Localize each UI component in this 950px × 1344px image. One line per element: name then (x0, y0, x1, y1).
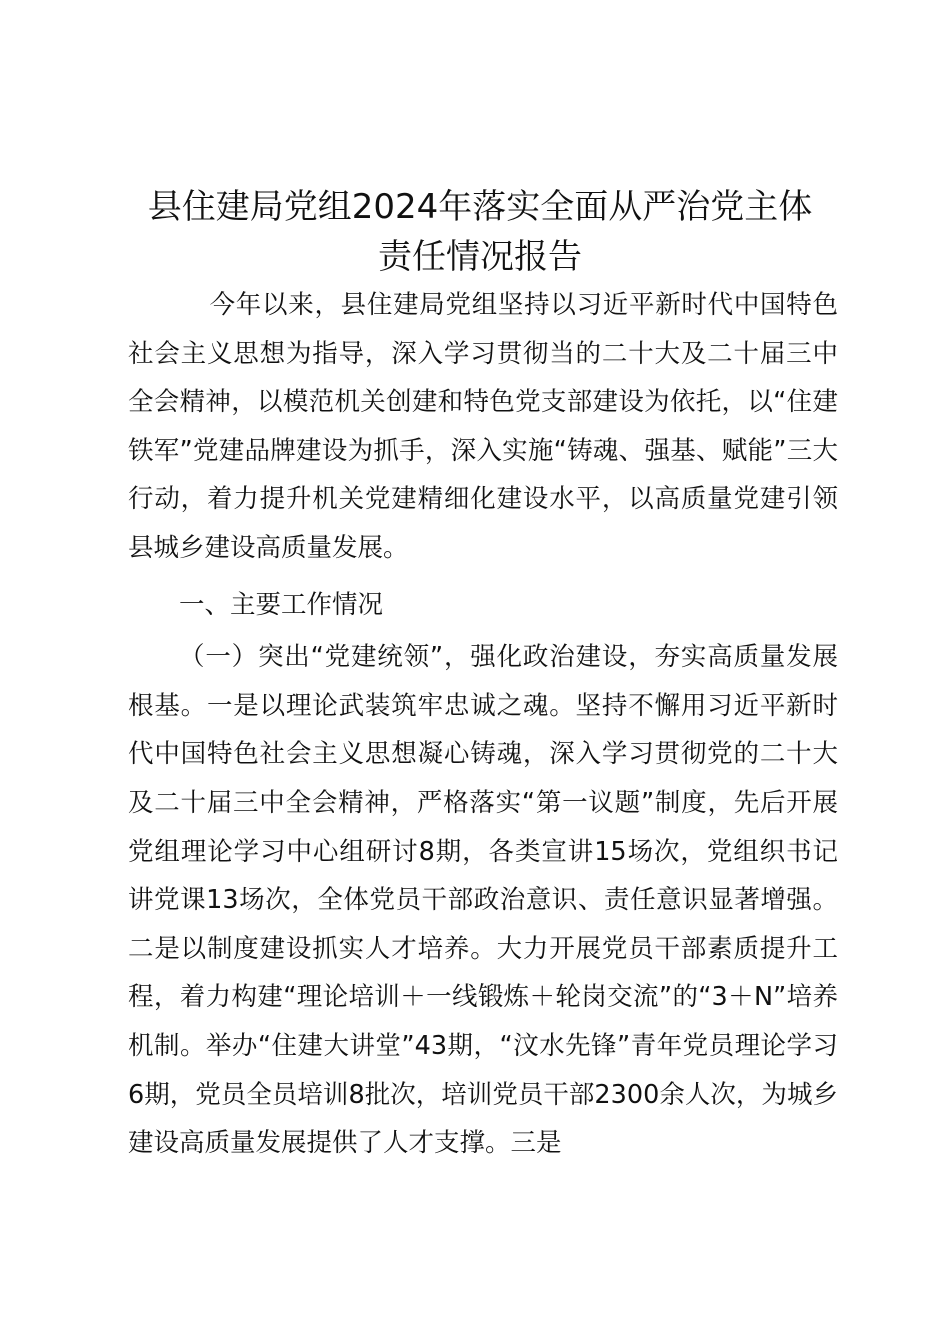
intro-paragraph: 今年以来，县住建局党组坚持以习近平新时代中国特色社会主义思想为指导，深入学习贯彻当的二十大及二十届三中全会精神，以模范机关创建和特色党支部建设为依托，以“住建铁军”党建品牌建设为抓手，深入实施“铸魂、强基、赋能”三大行动，着力提升机关党建精细化建设水平，以高质量党建引领县城乡建设高质量发展。 (128, 290, 838, 563)
section-heading: 一、主要工作情况 (179, 589, 384, 620)
document-body (128, 281, 838, 1168)
document-title (120, 182, 840, 282)
title-line-1: 县住建局党组2024年落实全面从严治党主体 (147, 187, 813, 227)
section-paragraph: （一）突出“党建统领”，强化政治建设，夯实高质量发展根基。一是以理论武装筑牢忠诚之魂。坚持不懈用习近平新时代中国特色社会主义思想凝心铸魂，深入学习贯彻党的二十大及二十届三中全会精神，严格落实“第一议题”制度，先后开展党组理论学习中心组研讨8期，各类宣讲15场次，党组织书记讲党课13场次，全体党员干部政治意识、责任意识显著增强。二是以制度建设抓实人才培养。大力开展党员干部素质提升工程，着力构建“理论培训＋一线锻炼＋轮岗交流”的“3＋N”培养机制。举办“住建大讲堂”43期，“汶水先锋”青年党员理论学习6期，党员全员培训8批次，培训党员干部2300余人次，为城乡建设高质量发展提供了人才支撑。三是 (128, 642, 838, 1159)
title-line-2: 责任情况报告 (378, 237, 582, 277)
